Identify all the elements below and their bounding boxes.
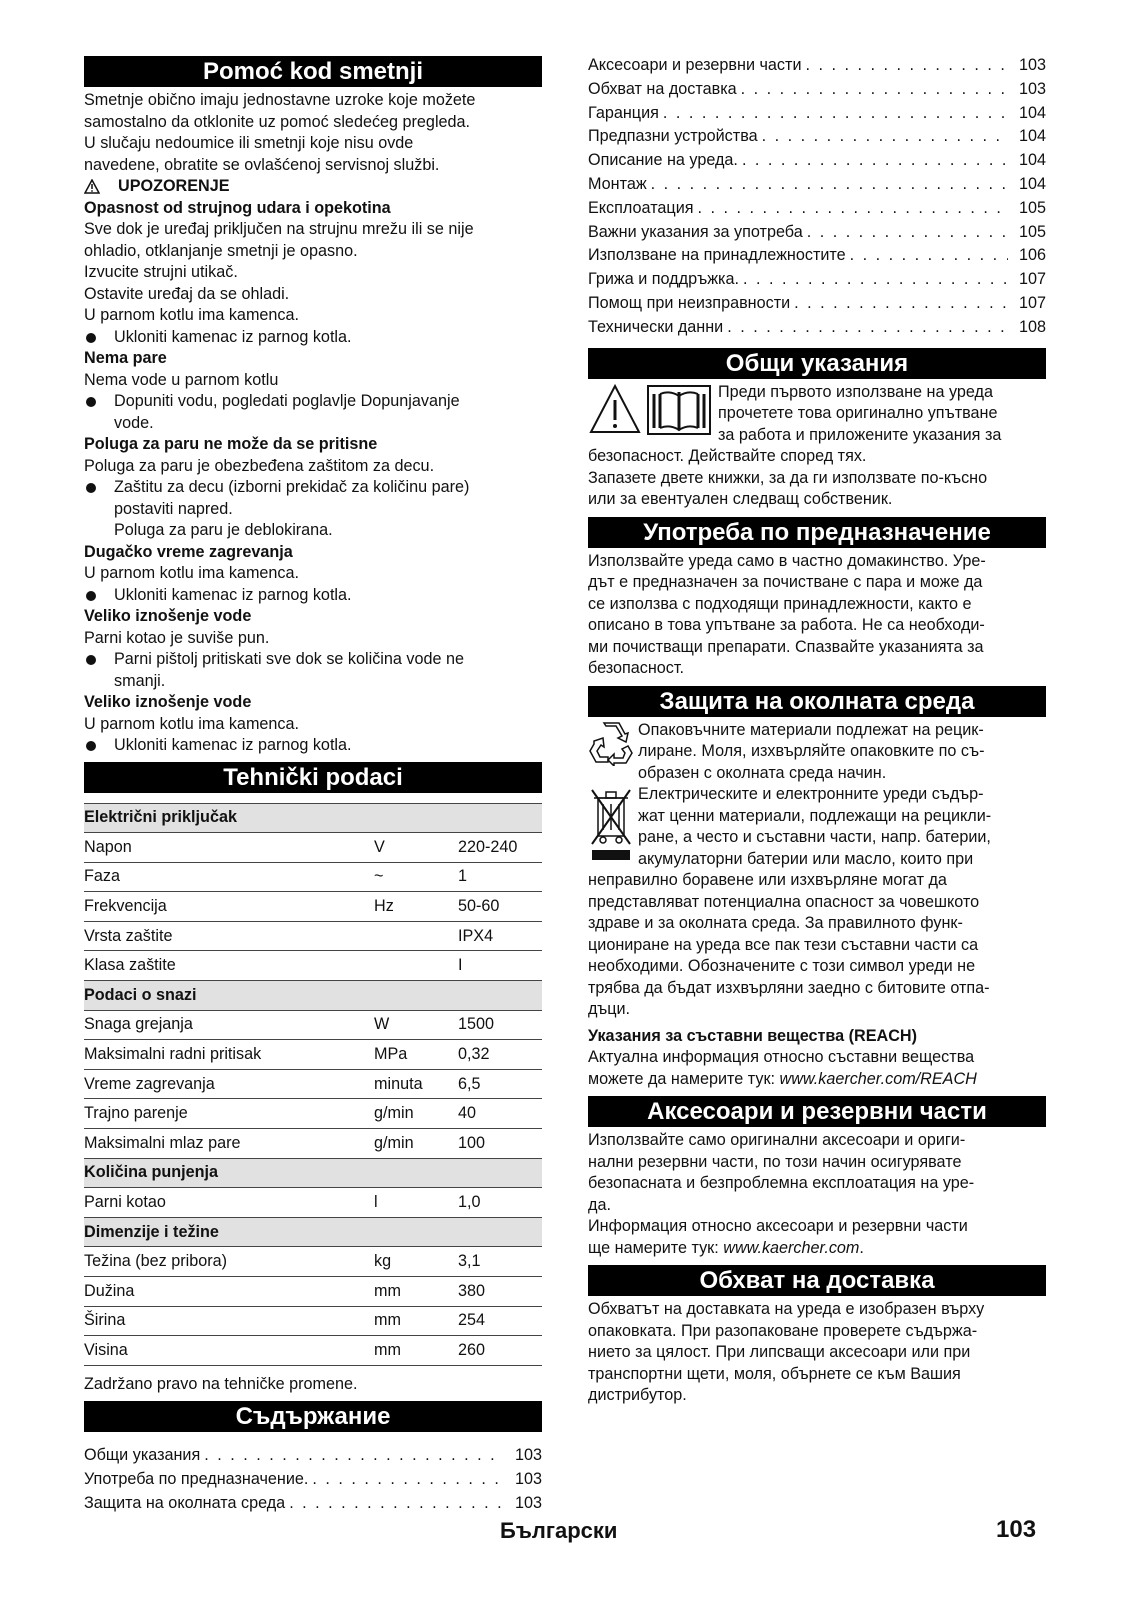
acc-text-5: Информация относно аксесоари и резервни части — [588, 1217, 968, 1236]
usage-text-4: описано в това упътване за работа. Не са необходи- — [588, 616, 985, 635]
toc-entry[interactable]: Експлоатация . . . 105 — [588, 197, 1046, 221]
toc-entry[interactable]: Важни указания за употреба . . . 105 — [588, 221, 1046, 245]
list-item: Ukloniti kamenac iz parnog kotla. — [84, 735, 542, 757]
delivery-text-4: транспортни щети, моля, обърнете се към Вашия — [588, 1364, 961, 1383]
recycle-icon — [588, 720, 634, 766]
general-notes-text-6: или за евентуален следващ собственик. — [588, 490, 893, 509]
left-column — [84, 54, 542, 1516]
toc-entry[interactable]: Гаранция . . . 104 — [588, 102, 1046, 126]
usage-text-1: Използвайте уреда само в частно домакинство. Уре- — [588, 551, 986, 570]
danger-title: Opasnost od strujnog udara i opekotina — [84, 198, 391, 217]
list-item: Dopuniti vodu, pogledati poglavlje Dopunjavanje vode. — [84, 391, 542, 434]
manual-book-icon — [646, 382, 712, 438]
problem-cause: Poluga za paru je obezbeđena zaštitom za decu. — [84, 456, 435, 475]
section-heading-environment: Защита на околната среда — [588, 686, 1046, 717]
table-row: Parni kotao l 1,0 — [84, 1188, 542, 1218]
general-notes-text-5: Запазете двете книжки, за да ги използвате по-късно — [588, 468, 988, 487]
env-text-6: трябва да бъдат изхвърляни заедно с битовите отпа- — [588, 978, 990, 997]
warning-line — [84, 176, 542, 198]
toc-entry[interactable]: Употреба по предназначение. . . . 103 — [84, 1468, 542, 1492]
acc-link[interactable]: www.kaercher.com — [723, 1238, 860, 1257]
problem-cause: Nema vode u parnom kotlu — [84, 370, 279, 389]
problem-result: Poluga za paru je deblokirana. — [114, 521, 333, 539]
toc-entry[interactable]: Използване на принадлежностите . . . 106 — [588, 244, 1046, 268]
delivery-text-3: нието за цялост. При липсващи аксесоари или при — [588, 1343, 971, 1362]
danger-text-5: U parnom kotlu ima kamenca. — [84, 306, 300, 324]
env-text-5: необходими. Обозначените с този символ уреди не — [588, 957, 976, 976]
acc-text-6: ще намерите тук: www.kaercher.com. — [588, 1238, 864, 1257]
section-heading-accessories: Аксесоари и резервни части — [588, 1096, 1046, 1127]
toc-entry[interactable]: Обхват на доставка . . . 103 — [588, 78, 1046, 102]
toc-entry[interactable]: Защита на околната среда . . . 103 — [84, 1492, 542, 1516]
problem-cause: U parnom kotlu ima kamenca. — [84, 564, 300, 582]
problem-cause: U parnom kotlu ima kamenca. — [84, 714, 300, 733]
list-item: Zaštitu za decu (izborni prekidač za količinu pare) postaviti napred. — [84, 477, 542, 520]
section-heading-delivery: Обхват на доставка — [588, 1265, 1046, 1296]
delivery-text-5: дистрибутор. — [588, 1386, 687, 1405]
table-row: Vreme zagrevanja minuta 6,5 — [84, 1069, 542, 1099]
warning-triangle-icon — [84, 179, 100, 194]
table-section-row: Količina punjenja — [84, 1158, 542, 1188]
reach-text: Актуална информация относно съставни вещества — [588, 1048, 975, 1067]
general-notes-icon-row — [588, 382, 1046, 447]
bullet-icon — [84, 477, 114, 520]
reach-link[interactable]: www.kaercher.com/REACH — [779, 1069, 977, 1088]
acc-text-4: да. — [588, 1195, 611, 1214]
env-text-3: здраве и за околната среда. За правилното функ- — [588, 914, 963, 933]
list-item: Parni pištolj pritiskati sve dok se količina vode ne smanji. — [84, 649, 542, 692]
env-text-2: представляват потенциална опасност за човешкото — [588, 892, 980, 911]
table-row: Težina (bez pribora) kg 3,1 — [84, 1247, 542, 1277]
danger-text-2: ohladio, otklanjanje smetnji je opasno. — [84, 241, 358, 260]
weee-text-4: акумулаторни батерии или масло, които при — [638, 849, 974, 868]
weee-text-3: ране, а често и съставни части, напр. батерии, — [638, 828, 991, 847]
section-heading-troubleshooting: Pomoć kod smetnji — [84, 56, 542, 87]
table-row: Klasa zaštite I — [84, 951, 542, 981]
problem-title-heating: Dugačko vreme zagrevanja — [84, 542, 293, 561]
toc-entry[interactable]: Описание на уреда. . . . 104 — [588, 149, 1046, 173]
page-number: 103 — [996, 1516, 1037, 1543]
general-notes-text-3: за работа и приложените указания за — [718, 425, 1002, 444]
toc-entry[interactable]: Предпазни устройства . . . 104 — [588, 125, 1046, 149]
table-row: Napon V 220-240 — [84, 833, 542, 863]
toc-entry[interactable]: Помощ при неизправности . . . 107 — [588, 292, 1046, 316]
crossed-bin-icon — [588, 784, 634, 864]
danger-text-4: Ostavite uređaj da se ohladi. — [84, 284, 290, 303]
warning-label: UPOZORENJE — [118, 177, 230, 195]
danger-text-3: Izvucite strujni utikač. — [84, 263, 238, 281]
recycle-text-3: образен с околната среда начин. — [638, 763, 887, 782]
weee-text-1: Електрическите и електронните уреди съдър- — [638, 785, 984, 804]
toc-entry[interactable]: Общи указания . . . 103 — [84, 1444, 542, 1468]
bullet-icon — [84, 327, 114, 349]
toc-entry[interactable]: Технически данни . . . 108 — [588, 316, 1046, 340]
weee-text-2: жат ценни материали, подлежащи на рецикли- — [638, 806, 992, 825]
general-notes-text-1: Преди първото използване на уреда — [718, 382, 994, 401]
trouble-intro-1: Smetnje obično imaju jednostavne uzroke koje možete — [84, 91, 476, 109]
list-item: Ukloniti kamenac iz parnog kotla. — [84, 327, 542, 349]
table-row: Vrsta zaštite IPX4 — [84, 921, 542, 951]
reach-text-2: можете да намерите тук: www.kaercher.com/REACH — [588, 1069, 977, 1088]
table-row: Visina mm 260 — [84, 1336, 542, 1366]
table-section-row: Električni priključak — [84, 803, 542, 833]
list-item: Ukloniti kamenac iz parnog kotla. — [84, 585, 542, 607]
technical-data-table — [84, 803, 542, 1366]
warning-triangle-icon — [588, 382, 642, 438]
bullet-icon — [84, 735, 114, 757]
reach-title: Указания за съставни вещества (REACH) — [588, 1026, 917, 1045]
acc-text-3: безопасната и безпроблемна експлоатация на уре- — [588, 1174, 975, 1193]
problem-cause: Parni kotao je suviše pun. — [84, 628, 270, 647]
toc-entry[interactable]: Монтаж . . . 104 — [588, 173, 1046, 197]
usage-text-2: дът е предназначен за почистване с пара и може да — [588, 573, 983, 592]
table-section-row: Dimenzije i težine — [84, 1217, 542, 1247]
toc-entry[interactable]: Аксесоари и резервни части . . . 103 — [588, 54, 1046, 78]
env-text-1: неправилно боравене или изхвърляне могат да — [588, 871, 947, 890]
bullet-icon — [84, 585, 114, 607]
general-notes-text-4: безопасност. Действайте според тях. — [588, 447, 867, 466]
recycle-text-2: лиране. Моля, изхвърляйте опаковките по съ- — [638, 742, 985, 761]
section-heading-general-notes: Общи указания — [588, 348, 1046, 379]
problem-title-no-steam: Nema pare — [84, 349, 167, 367]
section-heading-technical-data: Tehnički podaci — [84, 762, 542, 793]
weee-row — [588, 784, 1046, 870]
tech-note: Zadržano pravo na tehničke promene. — [84, 1374, 358, 1393]
table-row: Frekvencija Hz 50-60 — [84, 892, 542, 922]
trouble-intro-3: U slučaju nedoumice ili smetnji koje nisu ovde — [84, 134, 414, 152]
bullet-icon — [84, 391, 114, 434]
acc-text-1: Използвайте само оригинални аксесоари и ориги- — [588, 1131, 966, 1150]
problem-title-water: Veliko iznošenje vode — [84, 607, 252, 625]
recycle-row — [588, 720, 1046, 785]
usage-text-6: безопасност. — [588, 659, 684, 678]
problem-title-lever: Poluga za paru ne može da se pritisne — [84, 435, 378, 453]
table-row: Dužina mm 380 — [84, 1277, 542, 1307]
acc-text-2: нални резервни части, по този начин осигурявате — [588, 1152, 962, 1171]
env-text-7: дъци. — [588, 1000, 631, 1019]
section-heading-contents: Съдържание — [84, 1401, 542, 1432]
table-row: Širina mm 254 — [84, 1306, 542, 1336]
env-text-4: циониране на уреда все пак тези съставни части са — [588, 935, 979, 954]
table-row: Faza ~ 1 — [84, 862, 542, 892]
bullet-icon — [84, 649, 114, 692]
table-row: Maksimalni radni pritisak MPa 0,32 — [84, 1040, 542, 1070]
table-row: Snaga grejanja W 1500 — [84, 1010, 542, 1040]
table-row: Maksimalni mlaz pare g/min 100 — [84, 1129, 542, 1159]
footer-language: Български — [500, 1518, 618, 1543]
usage-text-3: се използва с подходящи принадлежности, както е — [588, 594, 972, 613]
general-notes-text-2: прочетете това оригинално упътване — [718, 404, 998, 423]
problem-title-water-2: Veliko iznošenje vode — [84, 693, 252, 711]
table-row: Trajno parenje g/min 40 — [84, 1099, 542, 1129]
delivery-text-2: опаковката. При разопаковане проверете съдържа- — [588, 1321, 978, 1340]
section-heading-intended-use: Употреба по предназначение — [588, 517, 1046, 548]
trouble-intro-4: navedene, obratite se ovlašćenoj servisnoj službi. — [84, 155, 440, 174]
trouble-intro-2: samostalno da otklonite uz pomoć sledećeg pregleda. — [84, 112, 471, 131]
recycle-text-1: Опаковъчните материали подлежат на рецик- — [638, 720, 984, 739]
usage-text-5: ми почистващи препарати. Спазвайте указанията за — [588, 637, 984, 656]
table-section-row: Podaci o snazi — [84, 981, 542, 1011]
danger-text-1: Sve dok je uređaj priključen na strujnu mrežu ili se nije — [84, 220, 474, 238]
right-column — [588, 54, 1046, 1407]
toc-entry[interactable]: Грижа и поддръжка. . . . 107 — [588, 268, 1046, 292]
delivery-text-1: Обхватът на доставката на уреда е изобразен върху — [588, 1300, 985, 1319]
